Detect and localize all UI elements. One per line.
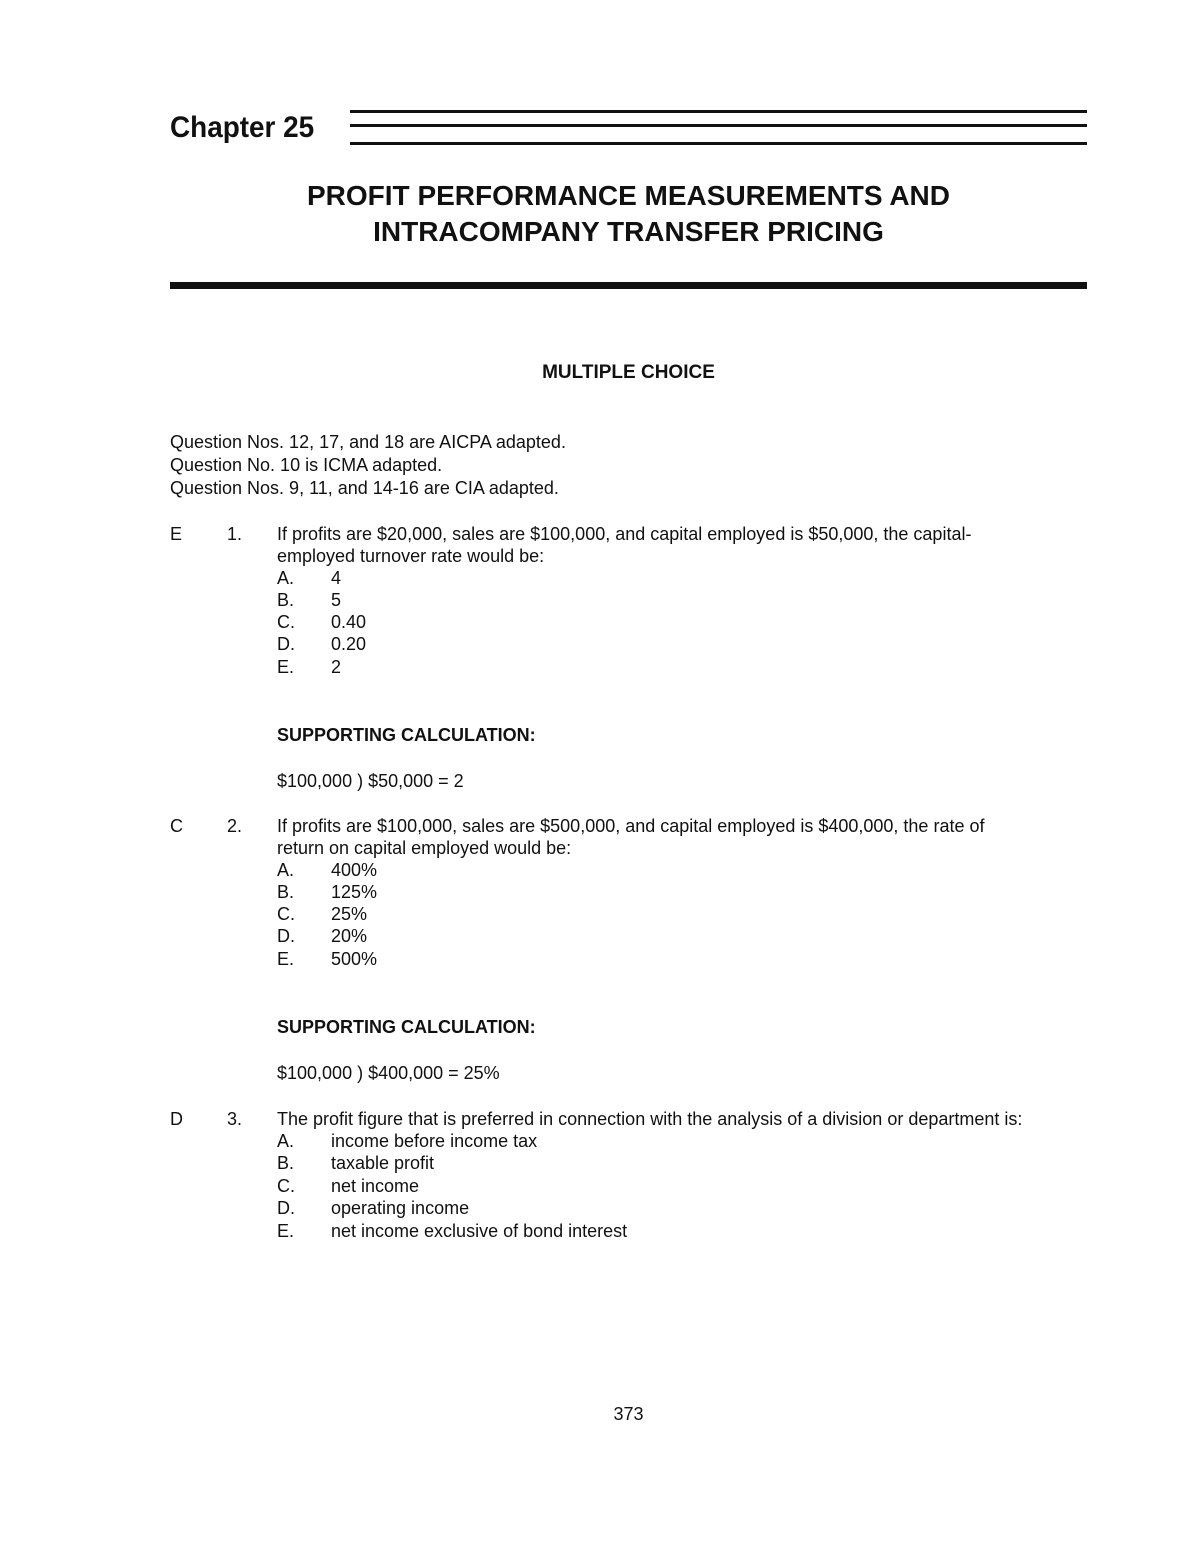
option-text: 400% (331, 860, 378, 880)
option-letter: B. (277, 590, 295, 610)
option-text: 500% (331, 949, 378, 969)
note-aicpa: Question Nos. 12, 17, and 18 are AICPA adapted. (170, 432, 566, 452)
chapter-title-line-2: INTRACOMPANY TRANSFER PRICING (373, 216, 884, 247)
header-rule-top (350, 110, 1087, 113)
question-text: If profits are $100,000, sales are $500,000, and capital employed is $400,000, the rate of (277, 816, 985, 836)
option-letter: A. (277, 1131, 295, 1151)
option-letter: C. (277, 612, 295, 632)
answer-key: C (170, 816, 183, 836)
option-text: 0.20 (331, 634, 367, 654)
supporting-calculation: $100,000 ) $50,000 = 2 (277, 771, 464, 791)
answer-key: D (170, 1109, 183, 1129)
option-letter: B. (277, 1153, 295, 1173)
option-letter: D. (277, 634, 295, 654)
option-text: 25% (331, 904, 368, 924)
option-letter: E. (277, 949, 295, 969)
option-text: net income (331, 1176, 420, 1196)
question-number: 3. (227, 1109, 243, 1129)
supporting-calculation-heading: SUPPORTING CALCULATION: (277, 725, 536, 745)
option-letter: E. (277, 657, 295, 677)
chapter-title-line-1: PROFIT PERFORMANCE MEASUREMENTS AND (307, 180, 950, 211)
question-text-continued: employed turnover rate would be: (277, 546, 545, 566)
option-letter: B. (277, 882, 295, 902)
option-letter: D. (277, 926, 295, 946)
option-letter: C. (277, 1176, 295, 1196)
page-number: 373 (613, 1404, 644, 1424)
question-number: 2. (227, 816, 243, 836)
supporting-calculation: $100,000 ) $400,000 = 25% (277, 1063, 500, 1083)
option-text: taxable profit (331, 1153, 435, 1173)
option-text: 5 (331, 590, 342, 610)
option-text: 2 (331, 657, 342, 677)
option-text: operating income (331, 1198, 470, 1218)
chapter-label: Chapter 25 (170, 111, 315, 144)
question-text: If profits are $20,000, sales are $100,000, and capital employed is $50,000, the capital- (277, 524, 972, 544)
title-divider (170, 282, 1087, 289)
option-letter: C. (277, 904, 295, 924)
option-letter: D. (277, 1198, 295, 1218)
note-icma: Question No. 10 is ICMA adapted. (170, 455, 443, 475)
answer-key: E (170, 524, 183, 544)
header-rule-middle (350, 124, 1087, 127)
option-text: 125% (331, 882, 378, 902)
option-letter: E. (277, 1221, 295, 1241)
section-heading: MULTIPLE CHOICE (542, 362, 715, 383)
option-letter: A. (277, 860, 295, 880)
option-text: net income exclusive of bond interest (331, 1221, 628, 1241)
question-text: The profit figure that is preferred in connection with the analysis of a division or department is: (277, 1109, 1023, 1129)
option-text: 20% (331, 926, 368, 946)
option-letter: A. (277, 568, 295, 588)
header-rule-bottom (350, 142, 1087, 145)
option-text: 4 (331, 568, 342, 588)
question-text-continued: return on capital employed would be: (277, 838, 572, 858)
note-cia: Question Nos. 9, 11, and 14-16 are CIA adapted. (170, 478, 559, 498)
supporting-calculation-heading: SUPPORTING CALCULATION: (277, 1017, 536, 1037)
option-text: income before income tax (331, 1131, 538, 1151)
option-text: 0.40 (331, 612, 367, 632)
question-number: 1. (227, 524, 243, 544)
